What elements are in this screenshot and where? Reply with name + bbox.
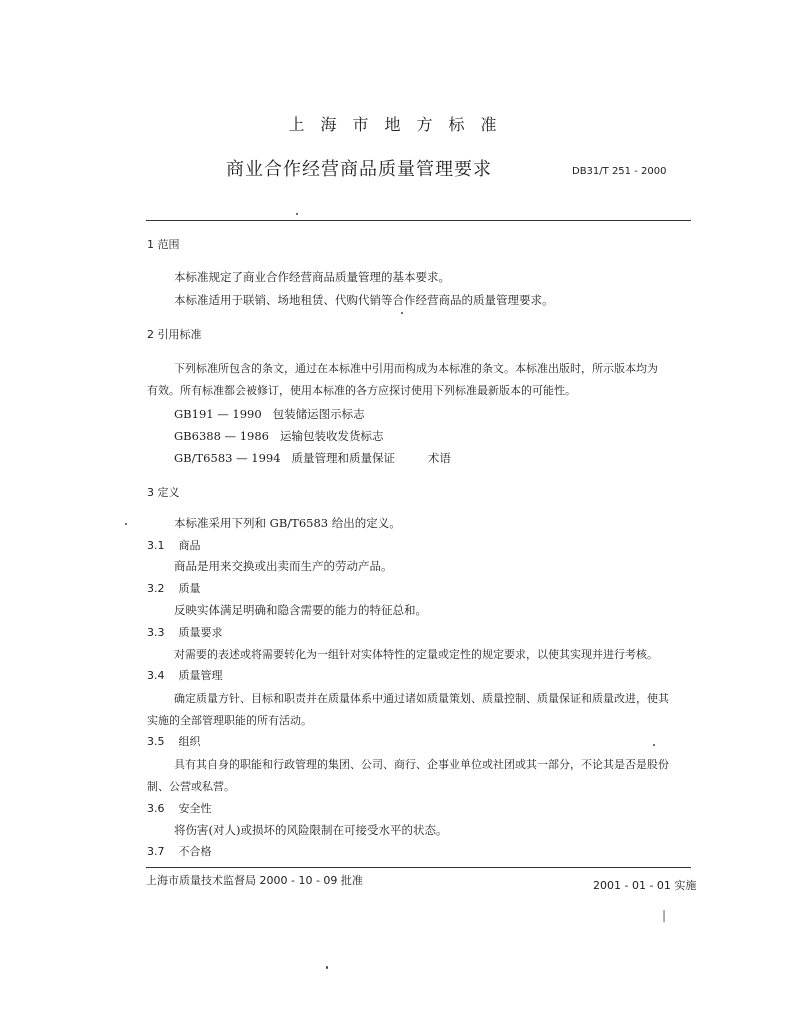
definition-text: 反映实体满足明确和隐含需要的能力的特征总和。 <box>174 603 427 617</box>
definition-text: 实施的全部管理职能的所有活动。 <box>147 714 312 727</box>
scan-speck <box>401 312 403 314</box>
definition-term: 不合格 <box>178 845 212 858</box>
definition-number: 3.2 <box>147 582 165 595</box>
reference-item <box>174 428 383 444</box>
reference-title: 质量管理和质量保证 <box>291 451 395 465</box>
reference-code: GB191 — 1990 <box>174 407 262 421</box>
document-title: 商业合作经营商品质量管理要求 <box>226 159 492 180</box>
section-1-heading: 1 范围 <box>147 238 180 251</box>
definition-number: 3.6 <box>147 802 165 815</box>
definition-heading <box>147 843 212 859</box>
page-mark: | <box>662 908 667 922</box>
definition-number: 3.5 <box>147 735 165 748</box>
definition-text: 具有其自身的职能和行政管理的集团、公司、商行、企事业单位或社团或其一部分，不论其是否是股份 <box>174 758 669 771</box>
scan-speck <box>125 523 127 525</box>
definition-term: 质量 <box>178 582 201 595</box>
definition-text: 将伤害(对人)或损坏的风险限制在可接受水平的状态。 <box>174 823 448 837</box>
definition-text: 商品是用来交换或出卖而生产的劳动产品。 <box>174 559 393 573</box>
reference-item <box>174 406 365 422</box>
section-2-heading: 2 引用标准 <box>147 328 202 341</box>
definition-term: 质量管理 <box>178 669 223 682</box>
scan-speck <box>326 966 328 969</box>
definition-heading <box>147 624 223 640</box>
reference-note: 术语 <box>427 451 451 465</box>
definition-text: 对需要的表述或将需要转化为一组针对实体特性的定量或定性的规定要求，以使其实现并进行考核。 <box>174 648 658 661</box>
definition-term: 质量要求 <box>178 626 223 639</box>
document-code: DB31/T 251 - 2000 <box>572 166 667 177</box>
definition-number: 3.3 <box>147 626 165 639</box>
definition-text: 确定质量方针、目标和职责并在质量体系中通过诸如质量策划、质量控制、质量保证和质量改进，使其 <box>174 692 669 705</box>
reference-title: 运输包装收发货标志 <box>279 429 384 443</box>
section-2-line: 下列标准所包含的条文，通过在本标准中引用而构成为本标准的条文。本标准出版时，所示版本均为 <box>174 362 658 375</box>
standard-title: 上海市地方标准 <box>288 115 513 134</box>
section-3-intro: 本标准采用下列和 GB/T6583 给出的定义。 <box>174 516 401 530</box>
definition-heading <box>147 667 223 683</box>
definition-term: 商品 <box>178 539 201 552</box>
definition-heading <box>147 537 201 553</box>
section-1-line: 本标准适用于联销、场地租赁、代购代销等合作经营商品的质量管理要求。 <box>174 293 554 307</box>
reference-item <box>174 450 451 466</box>
section-2-line: 有效。所有标准都会被修订，使用本标准的各方应探讨使用下列标准最新版本的可能性。 <box>147 384 576 397</box>
definition-term: 组织 <box>178 735 201 748</box>
reference-code: GB6388 — 1986 <box>174 429 269 443</box>
definition-number: 3.7 <box>147 845 165 858</box>
definition-number: 3.1 <box>147 539 165 552</box>
effective-date: 2001 - 01 - 01 实施 <box>593 879 697 892</box>
reference-title: 包装储运图示标志 <box>272 407 365 421</box>
section-1-line: 本标准规定了商业合作经营商品质量管理的基本要求。 <box>174 270 450 284</box>
definition-number: 3.4 <box>147 669 165 682</box>
scan-speck <box>296 213 298 215</box>
footer-rule <box>146 867 691 868</box>
definition-heading <box>147 800 212 816</box>
definition-heading <box>147 580 201 596</box>
header-rule <box>146 220 691 221</box>
section-3-heading: 3 定义 <box>147 486 180 499</box>
issued-by: 上海市质量技术监督局 2000 - 10 - 09 批准 <box>146 874 363 887</box>
definition-heading <box>147 733 201 749</box>
reference-code: GB/T6583 — 1994 <box>174 451 281 465</box>
definition-text: 制、公营或私营。 <box>147 780 235 793</box>
definition-term: 安全性 <box>178 802 212 815</box>
scan-speck <box>653 744 655 746</box>
